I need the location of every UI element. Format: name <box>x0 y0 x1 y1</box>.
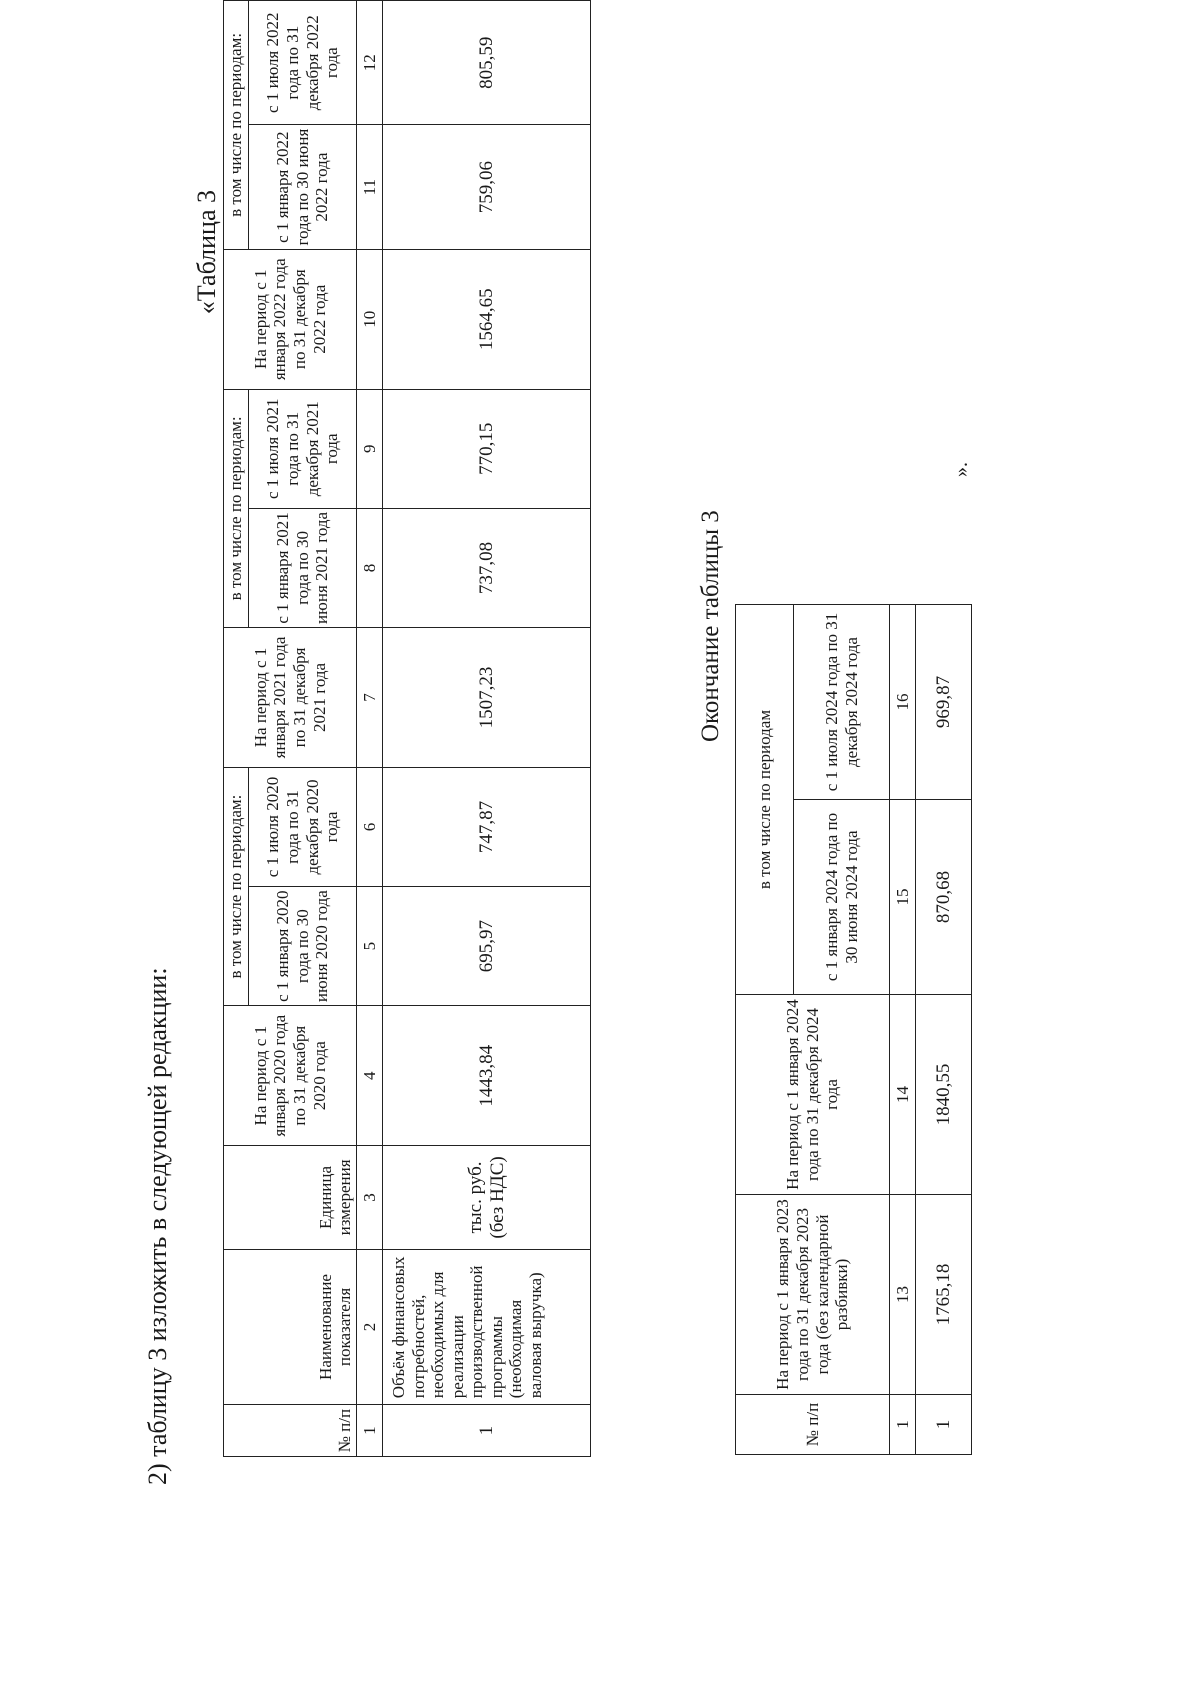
col-number: 2 <box>357 1249 383 1404</box>
header-sub-2020: в том числе по периодам: <box>224 767 249 1005</box>
value-2023-total: 1765,18 <box>916 1195 972 1395</box>
value-2022-h1: 759,06 <box>383 125 591 249</box>
col-number: 9 <box>357 389 383 508</box>
header-h1-2024: с 1 января 2024 года по 30 июня 2024 года <box>794 800 890 995</box>
row-indicator-name: Объём финансовых потребностей, необходимых для реализации производственной программы (необходимая валовая выручка) <box>383 1249 591 1404</box>
table1-header-row-1 <box>224 1 249 1457</box>
header-h1-2020: с 1 января 2020 года по 30 июня 2020 года <box>249 887 357 1006</box>
header-sub-2021: в том числе по периодам: <box>224 389 249 627</box>
header-h2-2021: с 1 июля 2021 года по 31 декабря 2021 года <box>249 389 357 508</box>
header-h2-2020: с 1 июля 2020 года по 31 декабря 2020 года <box>249 767 357 886</box>
col-number: 8 <box>357 508 383 627</box>
row-unit: тыс. руб. (без НДС) <box>383 1146 591 1250</box>
table-3-continuation <box>735 604 972 1455</box>
header-period-2023: На период с 1 января 2023 года по 31 декабря 2023 года (без календарной разбивки) <box>736 1195 890 1395</box>
header-h1-2021: с 1 января 2021 года по 30 июня 2021 года <box>249 508 357 627</box>
col-number: 5 <box>357 887 383 1006</box>
table1-caption: «Таблица 3 <box>192 190 221 315</box>
col-number: 14 <box>890 995 916 1195</box>
value-2021-total: 1507,23 <box>383 628 591 768</box>
table2-caption: Окончание таблицы 3 <box>697 510 724 742</box>
value-2024-h2: 969,87 <box>916 604 972 799</box>
value-2024-h1: 870,68 <box>916 800 972 995</box>
header-unit: Единица измерения <box>224 1146 357 1250</box>
col-number: 4 <box>357 1006 383 1146</box>
header-period-2020: На период с 1 января 2020 года по 31 декабря 2020 года <box>224 1006 357 1146</box>
row-num: 1 <box>383 1405 591 1457</box>
header-period-2021: На период с 1 января 2021 года по 31 декабря 2021 года <box>224 628 357 768</box>
header-h2-2022: с 1 июля 2022 года по 31 декабря 2022 года <box>249 1 357 125</box>
header-h2-2024: с 1 июля 2024 года по 31 декабря 2024 года <box>794 604 890 799</box>
header-period-2024: На период с 1 января 2024 года по 31 декабря 2024 года <box>736 995 890 1195</box>
value-2022-total: 1564,65 <box>383 249 591 389</box>
value-2020-total: 1443,84 <box>383 1006 591 1146</box>
header-period-2022: На период с 1 января 2022 года по 31 декабря 2022 года <box>224 249 357 389</box>
header-num: № п/п <box>224 1405 357 1457</box>
col-number: 15 <box>890 800 916 995</box>
value-2021-h1: 737,08 <box>383 508 591 627</box>
closing-quote-mark: ». <box>950 462 972 477</box>
col-number: 1 <box>357 1405 383 1457</box>
col-number: 1 <box>890 1395 916 1455</box>
value-2022-h2: 805,59 <box>383 1 591 125</box>
intro-text: 2) таблицу 3 изложить в следующей редакции: <box>143 967 172 1485</box>
header-sub-2022: в том числе по периодам: <box>224 1 249 250</box>
table-row <box>383 1 591 1457</box>
row-num: 1 <box>916 1395 972 1455</box>
table2-column-numbers-row <box>890 604 916 1454</box>
col-number: 13 <box>890 1195 916 1395</box>
header-sub-2024: в том числе по периодам <box>736 604 794 994</box>
value-2024-total: 1840,55 <box>916 995 972 1195</box>
table-3 <box>223 0 591 1457</box>
col-number: 7 <box>357 628 383 768</box>
col-number: 3 <box>357 1146 383 1250</box>
col-number: 11 <box>357 125 383 249</box>
value-2020-h2: 747,87 <box>383 767 591 886</box>
table-row <box>916 604 972 1454</box>
col-number: 6 <box>357 767 383 886</box>
table1-column-numbers-row <box>357 1 383 1457</box>
header-name: Наименование показателя <box>224 1249 357 1404</box>
value-2021-h2: 770,15 <box>383 389 591 508</box>
table2-header-row-1 <box>736 604 794 1454</box>
value-2020-h1: 695,97 <box>383 887 591 1006</box>
col-number: 16 <box>890 604 916 799</box>
header-h1-2022: с 1 января 2022 года по 30 июня 2022 года <box>249 125 357 249</box>
col-number: 12 <box>357 1 383 125</box>
col-number: 10 <box>357 249 383 389</box>
header-num: № п/п <box>736 1395 890 1455</box>
